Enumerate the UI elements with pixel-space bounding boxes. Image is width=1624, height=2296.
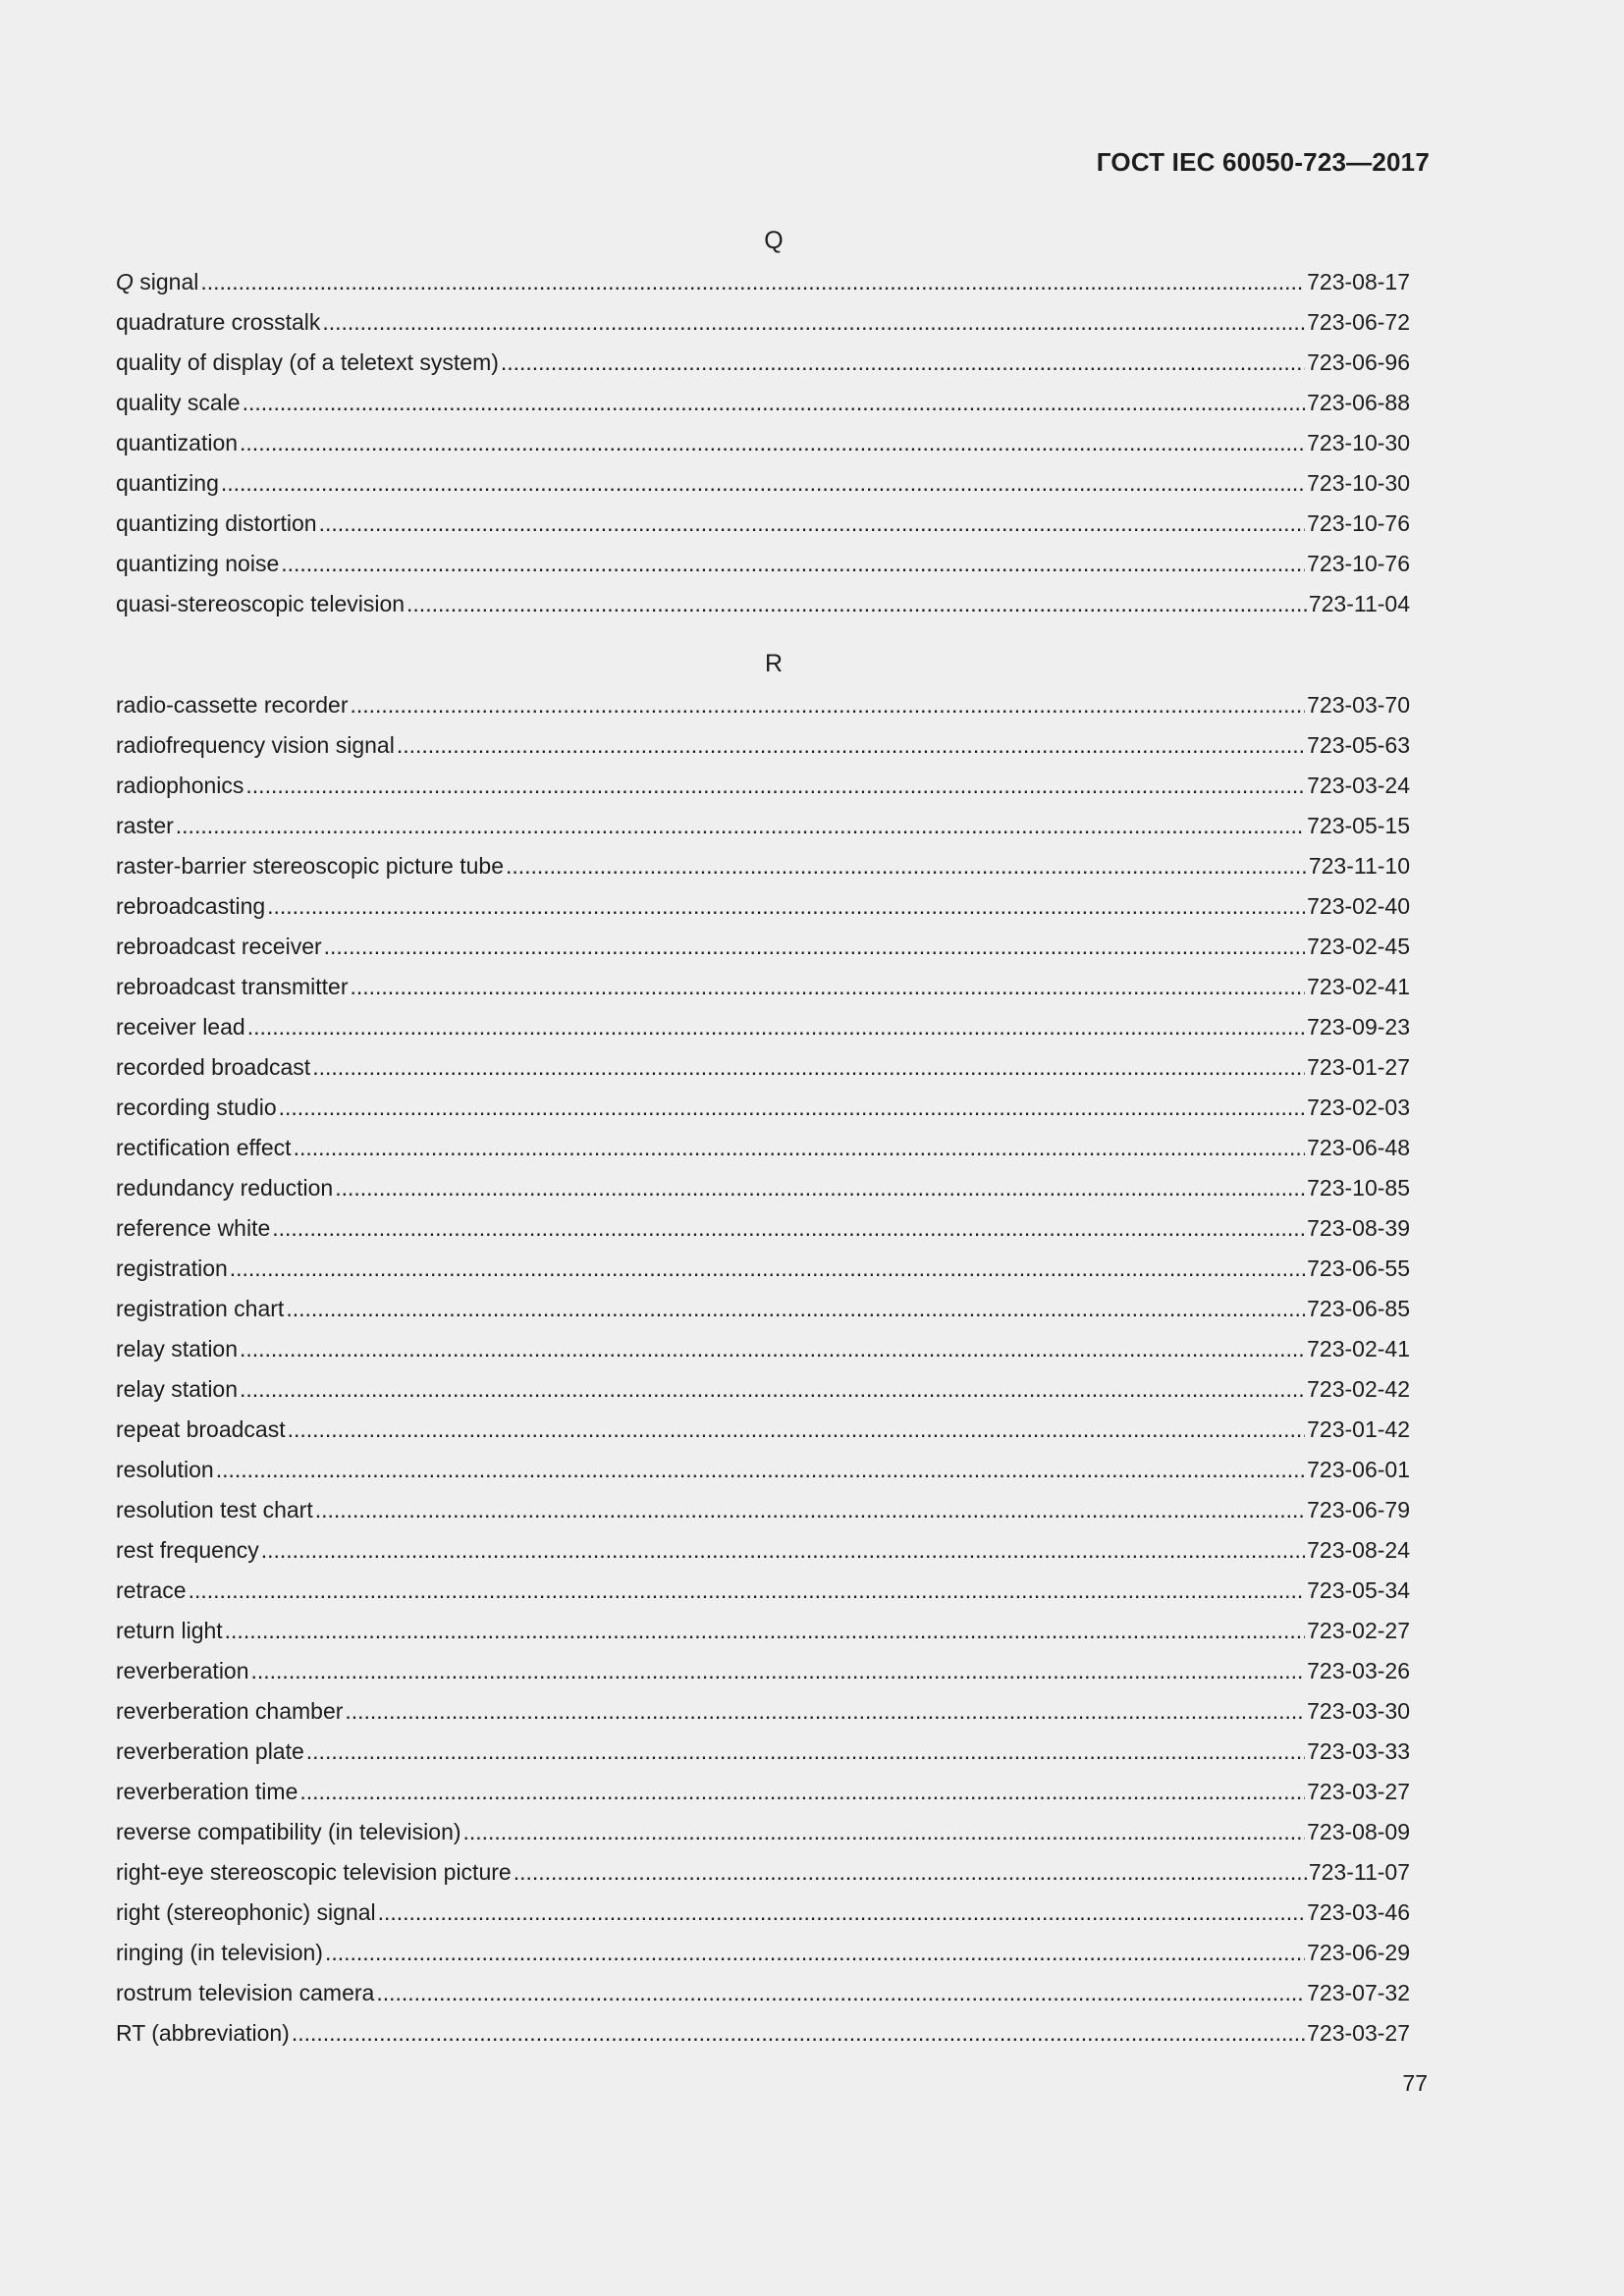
dot-leader xyxy=(312,1047,1305,1088)
entry-reference: 723-10-30 xyxy=(1307,470,1410,496)
entry-term: quantization xyxy=(116,430,239,455)
entry-reference: 723-10-76 xyxy=(1307,551,1410,576)
dot-leader xyxy=(501,343,1305,383)
index-entry xyxy=(116,766,1410,806)
index-entry xyxy=(116,1329,1410,1369)
term-index xyxy=(116,219,1410,2054)
index-entry xyxy=(116,886,1410,927)
index-entry xyxy=(116,1450,1410,1490)
index-entry xyxy=(116,1007,1410,1047)
index-entry xyxy=(116,1530,1410,1571)
dot-leader xyxy=(261,1530,1305,1571)
dot-leader xyxy=(397,725,1305,766)
index-entry xyxy=(116,1168,1410,1208)
index-entry xyxy=(116,343,1410,383)
entry-reference: 723-02-03 xyxy=(1307,1095,1410,1120)
entry-term: reverse compatibility (in television) xyxy=(116,1819,461,1844)
entry-reference: 723-03-26 xyxy=(1307,1658,1410,1683)
entry-reference: 723-01-27 xyxy=(1307,1054,1410,1080)
entry-reference: 723-11-07 xyxy=(1308,1859,1410,1885)
dot-leader xyxy=(240,1329,1305,1369)
index-entry xyxy=(116,504,1410,544)
entry-term: rebroadcast receiver xyxy=(116,934,322,959)
dot-leader xyxy=(376,1973,1305,2013)
index-entry xyxy=(116,1047,1410,1088)
entry-term: rostrum television camera xyxy=(116,1980,375,2005)
entry-reference: 723-02-40 xyxy=(1307,893,1410,919)
entry-reference: 723-05-63 xyxy=(1307,732,1410,758)
entry-reference: 723-06-48 xyxy=(1307,1135,1410,1160)
index-entry xyxy=(116,1249,1410,1289)
index-entry xyxy=(116,1852,1410,1893)
entry-reference: 723-09-23 xyxy=(1307,1014,1410,1040)
dot-leader xyxy=(247,1007,1305,1047)
index-entry xyxy=(116,2013,1410,2054)
dot-leader xyxy=(378,1893,1306,1933)
entry-term: registration chart xyxy=(116,1296,285,1321)
entry-term: rest frequency xyxy=(116,1537,259,1563)
index-entry xyxy=(116,383,1410,423)
entry-term: resolution xyxy=(116,1457,214,1482)
index-entry xyxy=(116,463,1410,504)
entry-term: radio-cassette recorder xyxy=(116,692,349,718)
entry-reference: 723-03-27 xyxy=(1307,1779,1410,1804)
index-entry xyxy=(116,1289,1410,1329)
dot-leader xyxy=(406,584,1307,624)
section-letter: R xyxy=(764,650,784,677)
index-entry xyxy=(116,1691,1410,1732)
index-entry xyxy=(116,1571,1410,1611)
entry-reference: 723-06-55 xyxy=(1307,1255,1410,1281)
dot-leader xyxy=(251,1651,1306,1691)
entry-term: ringing (in television) xyxy=(116,1940,323,1965)
entry-term: retrace xyxy=(116,1577,187,1603)
dot-leader xyxy=(230,1249,1305,1289)
entry-term: right-eye stereoscopic television picture xyxy=(116,1859,512,1885)
index-entry xyxy=(116,302,1410,343)
dot-leader xyxy=(267,886,1305,927)
dot-leader xyxy=(225,1611,1305,1651)
dot-leader xyxy=(299,1772,1305,1812)
dot-leader xyxy=(240,423,1305,463)
entry-term-text: signal xyxy=(133,269,199,294)
dot-leader xyxy=(463,1812,1306,1852)
dot-leader xyxy=(306,1732,1305,1772)
entry-reference: 723-10-85 xyxy=(1307,1175,1410,1201)
index-entry xyxy=(116,685,1410,725)
entry-term: return light xyxy=(116,1618,223,1643)
entry-term: raster-barrier stereoscopic picture tube xyxy=(116,853,504,879)
entry-reference: 723-10-76 xyxy=(1307,510,1410,536)
entry-reference: 723-02-41 xyxy=(1307,974,1410,999)
entry-term: quality of display (of a teletext system) xyxy=(116,349,499,375)
index-entry xyxy=(116,1651,1410,1691)
entry-term: repeat broadcast xyxy=(116,1416,286,1442)
entry-reference: 723-08-24 xyxy=(1307,1537,1410,1563)
dot-leader xyxy=(506,846,1307,886)
dot-leader xyxy=(345,1691,1305,1732)
dot-leader xyxy=(514,1852,1307,1893)
entry-term: right (stereophonic) signal xyxy=(116,1899,376,1925)
section-letter: Q xyxy=(764,227,784,254)
entry-term: relay station xyxy=(116,1376,239,1402)
entry-term: reverberation xyxy=(116,1658,249,1683)
dot-leader xyxy=(281,544,1305,584)
dot-leader xyxy=(292,2013,1305,2054)
entry-term xyxy=(116,262,198,302)
entry-reference: 723-06-79 xyxy=(1307,1497,1410,1522)
page-number: 77 xyxy=(1402,2070,1428,2096)
dot-leader xyxy=(324,927,1305,967)
index-entry xyxy=(116,423,1410,463)
index-entry xyxy=(116,1088,1410,1128)
section-gap xyxy=(116,624,1410,642)
entry-reference: 723-06-72 xyxy=(1307,309,1410,335)
index-entry xyxy=(116,1893,1410,1933)
entry-reference: 723-02-41 xyxy=(1307,1336,1410,1362)
entry-term: recording studio xyxy=(116,1095,277,1120)
entry-term: radiofrequency vision signal xyxy=(116,732,395,758)
entry-term: quantizing distortion xyxy=(116,510,317,536)
entry-term: reverberation time xyxy=(116,1779,298,1804)
dot-leader xyxy=(294,1128,1306,1168)
entry-term: quadrature crosstalk xyxy=(116,309,321,335)
entry-reference: 723-02-42 xyxy=(1307,1376,1410,1402)
dot-leader xyxy=(315,1490,1305,1530)
entry-term: redundancy reduction xyxy=(116,1175,334,1201)
entry-term: rectification effect xyxy=(116,1135,292,1160)
dot-leader xyxy=(221,463,1305,504)
entry-reference: 723-02-45 xyxy=(1307,934,1410,959)
entry-reference: 723-06-96 xyxy=(1307,349,1410,375)
entry-term: resolution test chart xyxy=(116,1497,313,1522)
entry-reference: 723-03-30 xyxy=(1307,1698,1410,1724)
index-entry xyxy=(116,725,1410,766)
entry-term: reference white xyxy=(116,1215,271,1241)
entry-reference: 723-05-34 xyxy=(1307,1577,1410,1603)
index-entry xyxy=(116,584,1410,624)
index-entry xyxy=(116,1772,1410,1812)
entry-term: quantizing xyxy=(116,470,219,496)
index-entry xyxy=(116,1410,1410,1450)
entry-term: registration xyxy=(116,1255,228,1281)
entry-term: recorded broadcast xyxy=(116,1054,311,1080)
dot-leader xyxy=(216,1450,1305,1490)
index-entry xyxy=(116,806,1410,846)
dot-leader xyxy=(189,1571,1306,1611)
index-entry xyxy=(116,1490,1410,1530)
dot-leader xyxy=(319,504,1306,544)
entry-term: raster xyxy=(116,813,174,838)
entry-term-prefix: Q xyxy=(116,269,134,294)
index-entry xyxy=(116,927,1410,967)
dot-leader xyxy=(200,262,1305,302)
dot-leader xyxy=(325,1933,1305,1973)
index-entry xyxy=(116,1128,1410,1168)
entry-reference: 723-10-30 xyxy=(1307,430,1410,455)
entry-reference: 723-05-15 xyxy=(1307,813,1410,838)
entry-reference: 723-08-17 xyxy=(1307,269,1410,294)
entry-reference: 723-08-39 xyxy=(1307,1215,1410,1241)
entry-reference: 723-06-88 xyxy=(1307,390,1410,415)
dot-leader xyxy=(240,1369,1305,1410)
index-entry xyxy=(116,967,1410,1007)
entry-term: quantizing noise xyxy=(116,551,280,576)
entry-reference: 723-07-32 xyxy=(1307,1980,1410,2005)
entry-reference: 723-06-01 xyxy=(1307,1457,1410,1482)
entry-term: radiophonics xyxy=(116,773,244,798)
document-code-header: ГОСТ IEC 60050-723—2017 xyxy=(1096,147,1430,177)
dot-leader xyxy=(288,1410,1306,1450)
entry-reference: 723-03-24 xyxy=(1307,773,1410,798)
index-entry xyxy=(116,1611,1410,1651)
dot-leader xyxy=(176,806,1305,846)
index-entry xyxy=(116,1933,1410,1973)
index-entry xyxy=(116,1208,1410,1249)
entry-reference: 723-11-10 xyxy=(1308,853,1410,879)
index-entry xyxy=(116,1812,1410,1852)
entry-reference: 723-03-33 xyxy=(1307,1738,1410,1764)
entry-term: reverberation chamber xyxy=(116,1698,344,1724)
index-entry xyxy=(116,1369,1410,1410)
entry-term: receiver lead xyxy=(116,1014,245,1040)
entry-reference: 723-06-29 xyxy=(1307,1940,1410,1965)
dot-leader xyxy=(286,1289,1305,1329)
entry-reference: 723-01-42 xyxy=(1307,1416,1410,1442)
index-entry xyxy=(116,1732,1410,1772)
entry-reference: 723-03-27 xyxy=(1307,2020,1410,2046)
entry-term: reverberation plate xyxy=(116,1738,304,1764)
entry-reference: 723-06-85 xyxy=(1307,1296,1410,1321)
entry-reference: 723-11-04 xyxy=(1308,591,1410,616)
dot-leader xyxy=(245,766,1305,806)
dot-leader xyxy=(350,967,1305,1007)
entry-reference: 723-02-27 xyxy=(1307,1618,1410,1643)
entry-term: quasi-stereoscopic television xyxy=(116,591,406,616)
entry-reference: 723-03-70 xyxy=(1307,692,1410,718)
dot-leader xyxy=(335,1168,1305,1208)
dot-leader xyxy=(243,383,1306,423)
entry-term: rebroadcasting xyxy=(116,893,266,919)
entry-term: RT (abbreviation) xyxy=(116,2020,290,2046)
dot-leader xyxy=(351,685,1306,725)
entry-term: rebroadcast transmitter xyxy=(116,974,349,999)
entry-term: quality scale xyxy=(116,390,241,415)
index-entry xyxy=(116,262,1410,302)
entry-term: relay station xyxy=(116,1336,239,1362)
index-entry xyxy=(116,846,1410,886)
dot-leader xyxy=(322,302,1305,343)
index-entry xyxy=(116,544,1410,584)
dot-leader xyxy=(272,1208,1305,1249)
dot-leader xyxy=(279,1088,1305,1128)
index-entry xyxy=(116,1973,1410,2013)
entry-reference: 723-08-09 xyxy=(1307,1819,1410,1844)
entry-reference: 723-03-46 xyxy=(1307,1899,1410,1925)
